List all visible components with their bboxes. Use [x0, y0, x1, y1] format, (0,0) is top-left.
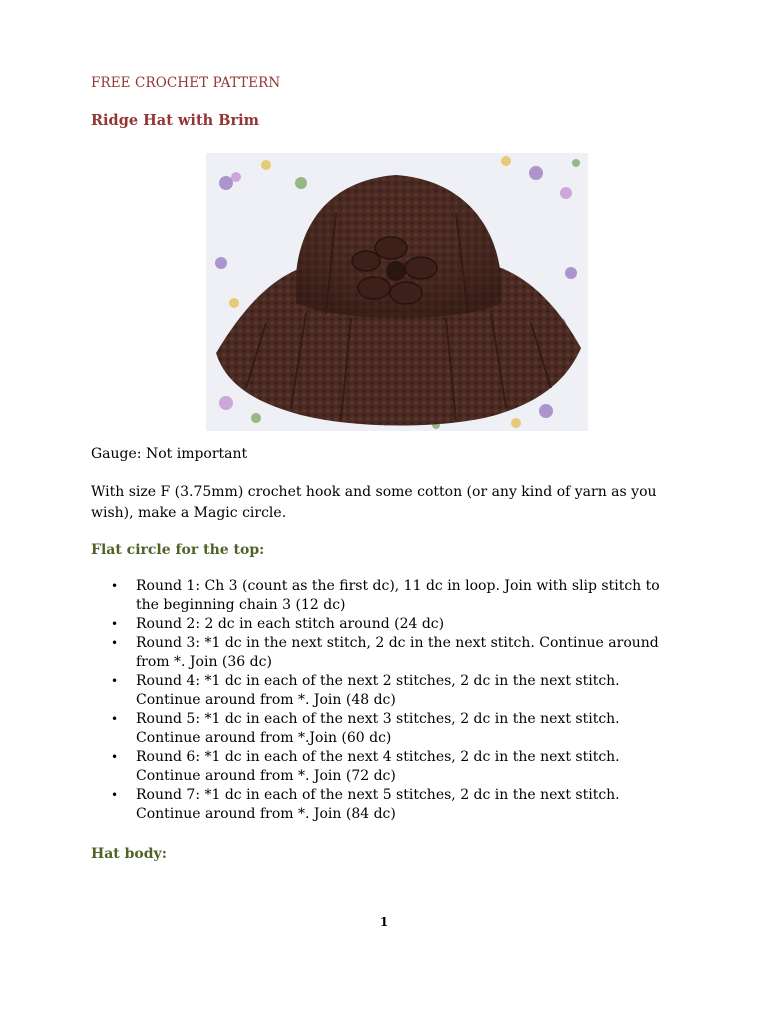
list-item: [0, 786, 676, 824]
intro-text: With size F (3.75mm) crochet hook and some cotton (or any kind of yarn as you wish), make a Magic circle.: [91, 484, 657, 521]
list-item: [0, 634, 676, 672]
bullet-icon: •: [111, 788, 119, 802]
rounds-list: [0, 577, 700, 824]
list-item: [0, 710, 676, 748]
flat-circle-heading: Flat circle for the top:: [91, 542, 265, 558]
bullet-icon: •: [111, 579, 119, 593]
round-text: Round 7: *1 dc in each of the next 5 stitches, 2 dc in the next stitch. Continue around from *. Join (84 dc): [136, 787, 620, 822]
pattern-label: FREE CROCHET PATTERN: [91, 75, 281, 91]
round-text: Round 6: *1 dc in each of the next 4 stitches, 2 dc in the next stitch. Continue around from *. Join (72 dc): [136, 749, 620, 784]
list-item: [0, 672, 676, 710]
gauge-text: Gauge: Not important: [91, 446, 248, 462]
list-item: [0, 615, 676, 634]
list-item: [0, 577, 676, 615]
bullet-icon: •: [111, 617, 119, 631]
round-text: Round 3: *1 dc in the next stitch, 2 dc in the next stitch. Continue around from *. Join (36 dc): [136, 635, 659, 670]
pattern-title: Ridge Hat with Brim: [91, 112, 259, 129]
round-text: Round 1: Ch 3 (count as the first dc), 11 dc in loop. Join with slip stitch to the beginning chain 3 (12 dc): [136, 578, 660, 613]
hat-photo: [206, 153, 588, 431]
round-text: Round 4: *1 dc in each of the next 2 stitches, 2 dc in the next stitch. Continue around from *. Join (48 dc): [136, 673, 620, 708]
hat-body-heading: Hat body:: [91, 846, 167, 862]
list-item: [0, 748, 676, 786]
bullet-icon: •: [111, 636, 119, 650]
bullet-icon: •: [111, 750, 119, 764]
round-text: Round 2: 2 dc in each stitch around (24 dc): [136, 616, 445, 632]
round-text: Round 5: *1 dc in each of the next 3 stitches, 2 dc in the next stitch. Continue around from *.Join (60 dc): [136, 711, 620, 746]
bullet-icon: •: [111, 674, 119, 688]
bullet-icon: •: [111, 712, 119, 726]
page-number: 1: [379, 915, 389, 929]
